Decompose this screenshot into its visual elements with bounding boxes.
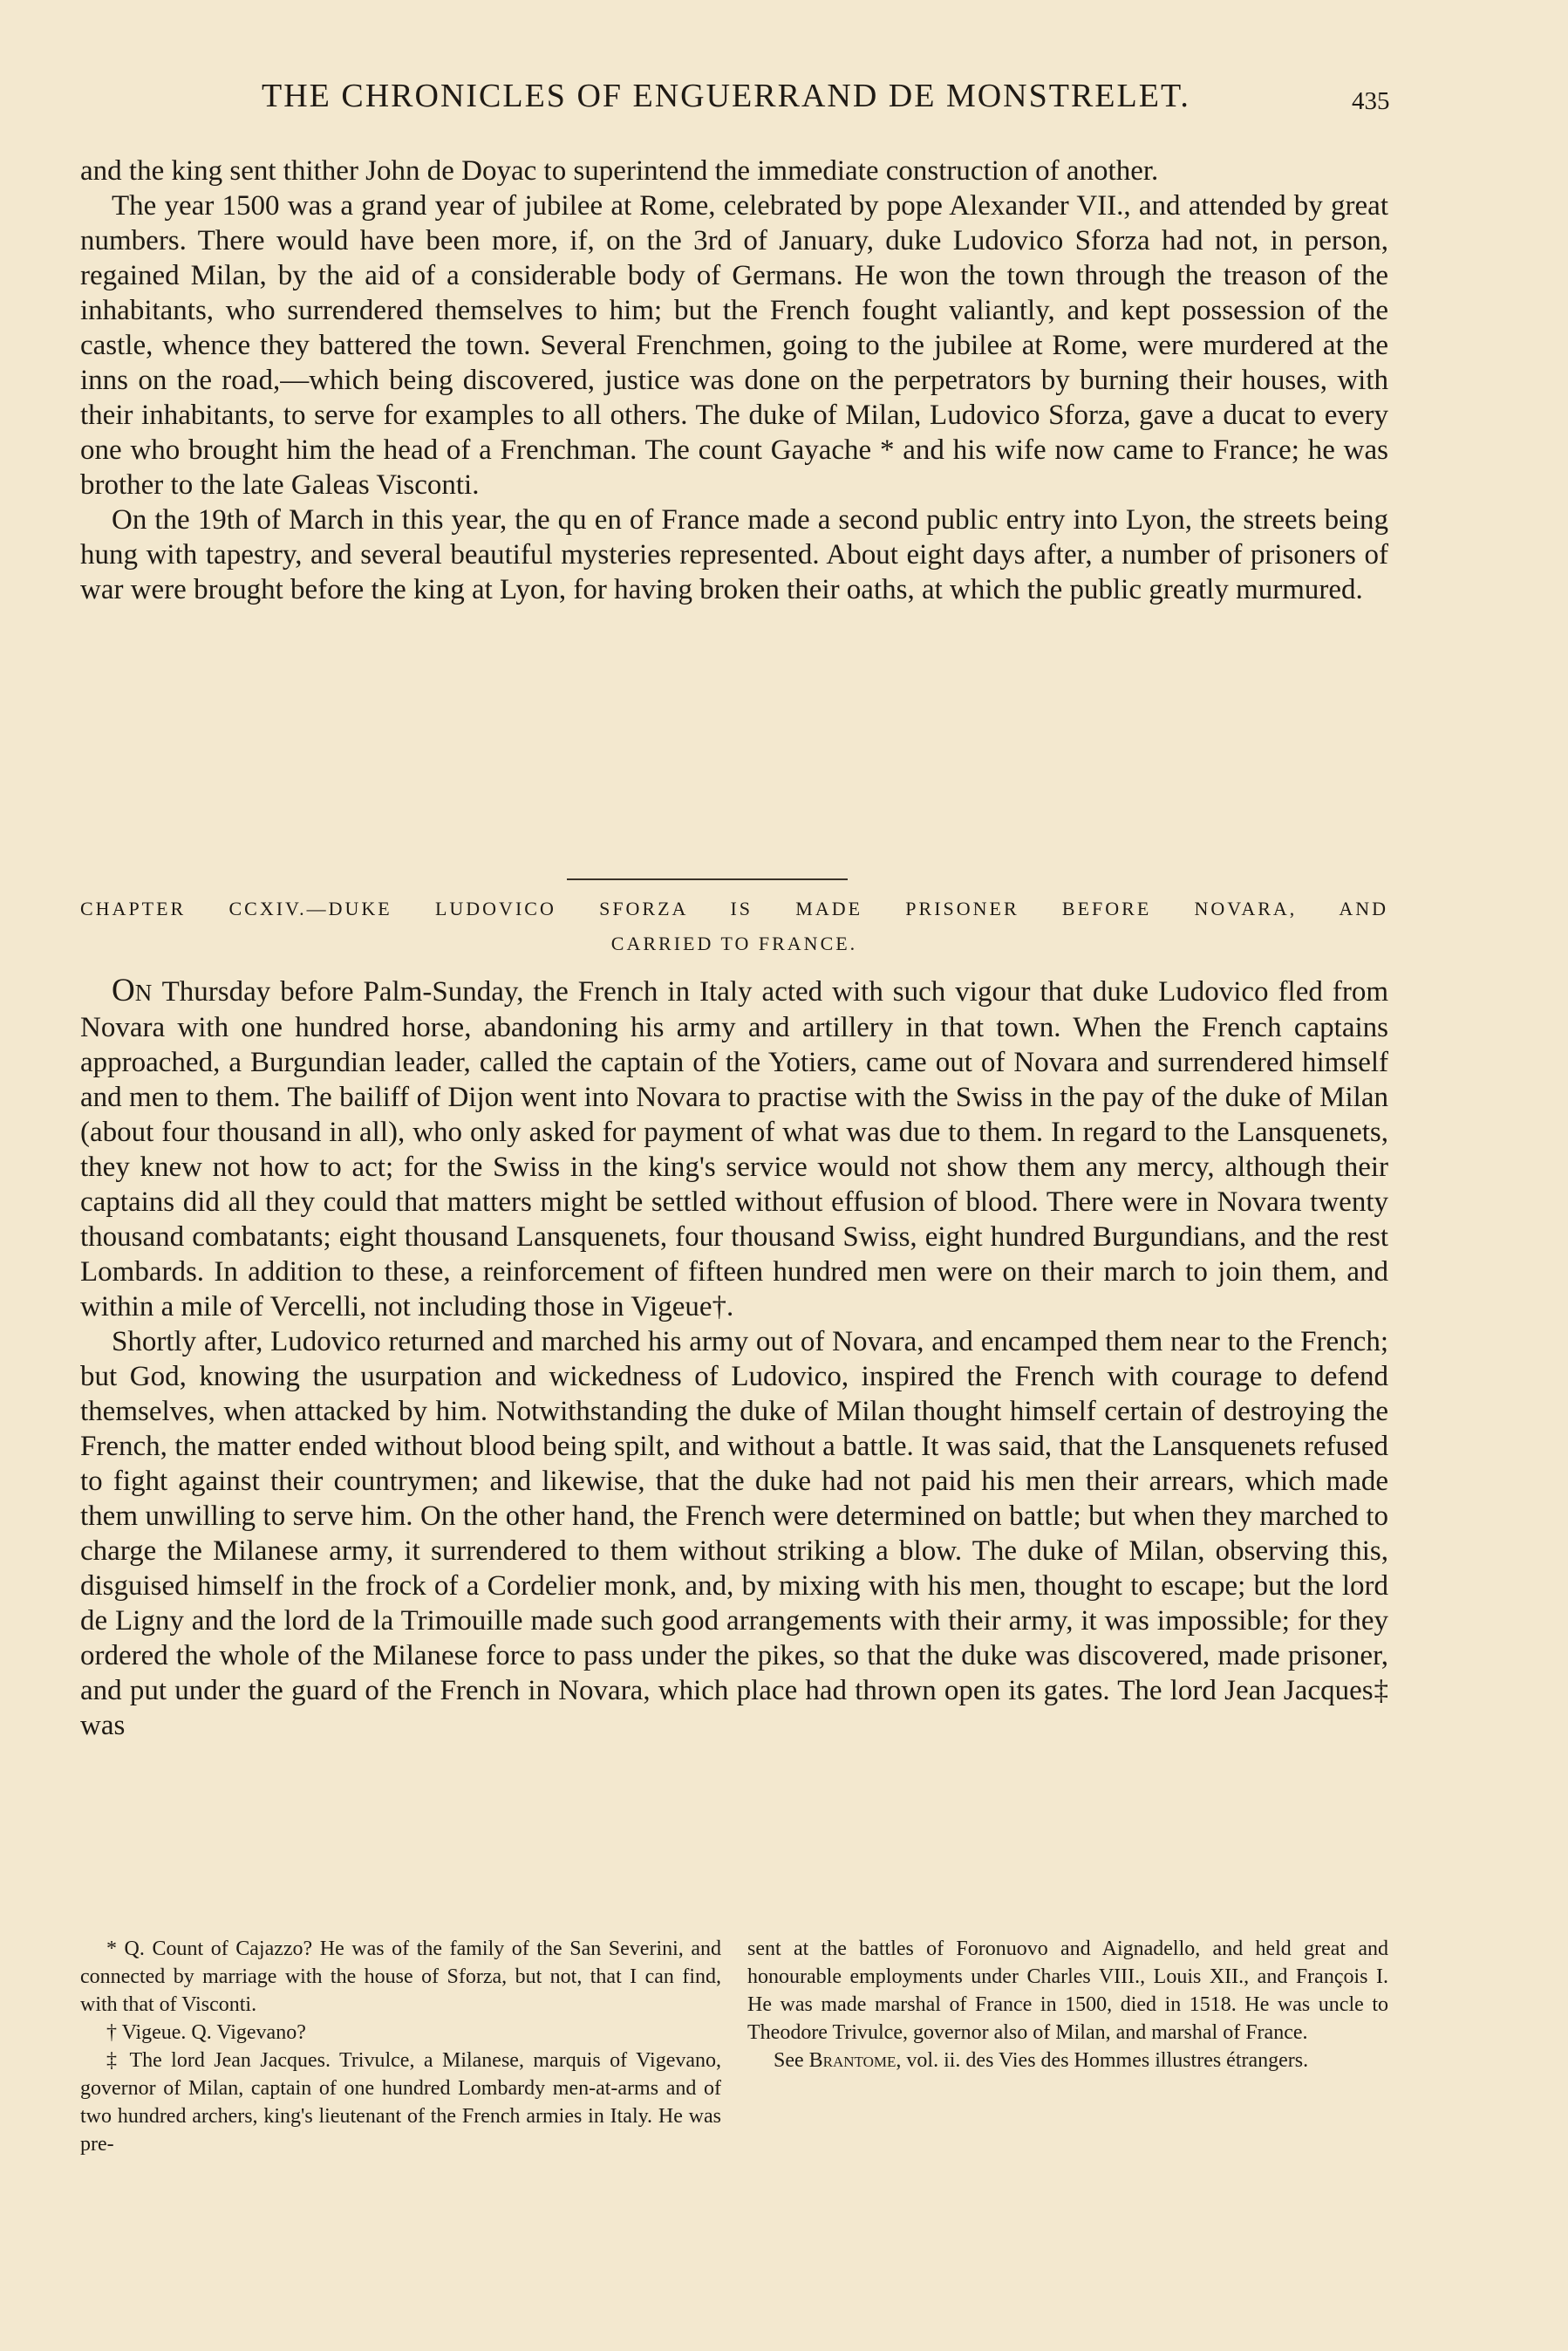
chapter-initial-rest: N [134, 980, 153, 1006]
footnote-column-left [80, 1935, 721, 2158]
footnote-text: , vol. ii. des Vies des Hommes illustres étrangers. [896, 2049, 1309, 2072]
footnotes [80, 1935, 1388, 2158]
chapter-initial: O [112, 973, 135, 1008]
footnote: sent at the battles of Foronuovo and Aignadello, and held great and honourable employments under Charles VIII., Louis XII., and François I. He was made marshal of France in 1500, died in 1518. He was uncle to Theodore Trivulce, governor also of Milan, and marshal of France. [747, 1938, 1388, 2044]
chapter-text [80, 974, 1388, 1743]
paragraph [80, 974, 1388, 1324]
chapter-heading [80, 892, 1388, 961]
footnote: ‡ The lord Jean Jacques. Trivulce, a Milanese, marquis of Vigevano, governor of Milan, captain of one hundred Lombardy men-at-arms and of two hundred archers, king's lieutenant of the French armies in Italy. He was pre- [80, 2049, 721, 2156]
page-number: 435 [1352, 87, 1390, 115]
paragraph: The year 1500 was a grand year of jubilee at Rome, celebrated by pope Alexander VII., and attended by great numbers. There would have been more, if, on the 3rd of January, duke Ludovico Sforza had not, in person, regained Milan, by the aid of a considerable body of Germans. He won the town through the treason of the inhabitants, who surrendered themselves to him; but the French fought valiantly, and kept possession of the castle, whence they battered the town. Several Frenchmen, going to the jubilee at Rome, were murdered at the inns on the road,—which being discovered, justice was done on the perpetrators by burning their houses, with their inhabitants, to serve for examples to all others. The duke of Milan, Ludovico Sforza, gave a ducat to every one who brought him the head of a Frenchman. The count Gayache * and his wife now came to France; he was brother to the late Galeas Visconti. [80, 190, 1388, 501]
footnote-reference [747, 2047, 1388, 2074]
paragraph: On the 19th of March in this year, the qu en of France made a second public entry into Lyon, the streets being hung with tapestry, and several beautiful mysteries represented. About eight days after, a number of prisoners of war were brought before the king at Lyon, for having broken their oaths, at which the public greatly murmured. [80, 504, 1388, 605]
paragraph-text: Thursday before Palm-Sunday, the French in Italy acted with such vigour that duke Ludovico fled from Novara with one hundred horse, abandoning his army and artillery in that town. When the French captains approached, a Burgundian leader, called the captain of the Yotiers, came out of Novara and surrendered himself and men to them. The bailiff of Dijon went into Novara to practise with the Swiss in the pay of the duke of Milan (about four thousand in all), who only asked for payment of what was due to them. In regard to the Lansquenets, they knew not how to act; for the Swiss in the king's service would not show them any mercy, although their captains did all they could that matters might be settled without effusion of blood. There were in Novara twenty thousand combatants; eight thousand Lansquenets, four thousand Swiss, eight hundred Burgundians, and the rest Lombards. In addition to these, a reinforcement of fifteen hundred men were on their march to join them, and within a mile of Vercelli, not including those in Vigeue†. [80, 976, 1388, 1322]
footnote-column-right [747, 1935, 1388, 2158]
footnote: † Vigeue. Q. Vigevano? [106, 2021, 306, 2044]
paragraph: and the king sent thither John de Doyac to superintend the immediate construction of another. [80, 155, 1159, 187]
paragraph: Shortly after, Ludovico returned and marched his army out of Novara, and encamped them near to the French; but God, knowing the usurpation and wickedness of Ludovico, inspired the French with courage to defend themselves, when attacked by him. Notwithstanding the duke of Milan thought himself certain of destroying the French, the matter ended without blood being spilt, and without a battle. It was said, that the Lansquenets refused to fight against their countrymen; and likewise, that the duke had not paid his men their arrears, which made them unwilling to serve him. On the other hand, the French were determined on battle; but when they marched to charge the Milanese army, it surrendered to them without striking a blow. The duke of Milan, observing this, disguised himself in the frock of a Cordelier monk, and, by mixing with his men, thought to escape; but the lord de Ligny and the lord de la Trimouille made such good arrangements with their army, it was impossible; for they ordered the whole of the Milanese force to pass under the pikes, so that the duke was discovered, made prisoner, and put under the guard of the French in Novara, which place had thrown open its gates. The lord Jean Jacques‡ was [80, 1326, 1388, 1741]
chapter-heading-line: CARRIED TO FRANCE. [610, 933, 858, 954]
section-continued-text [80, 154, 1388, 607]
running-head: THE CHRONICLES OF ENGUERRAND DE MONSTRELET. [262, 78, 1190, 114]
footnote-author: Brantome [808, 2049, 896, 2072]
section-divider [567, 878, 848, 880]
footnote-text: See [774, 2049, 809, 2072]
chapter-heading-line: CHAPTER CCXIV.—DUKE LUDOVICO SFORZA IS MADE PRISONER BEFORE NOVARA, AND [80, 898, 1388, 919]
footnote: * Q. Count of Cajazzo? He was of the family of the San Severini, and connected by marriage with the house of Sforza, but not, that I can find, with that of Visconti. [80, 1938, 721, 2016]
